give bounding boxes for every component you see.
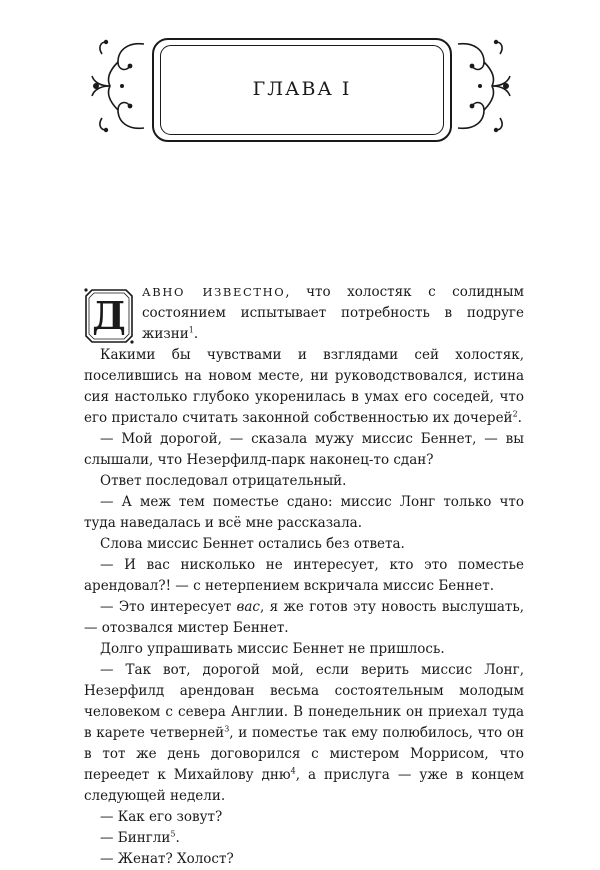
paragraph-text: , я же готов эту новость выслушать, — отозвался мистер Беннет. [84,599,524,636]
paragraph-text: Долго упрашивать миссис Беннет не пришлось. [100,641,445,657]
paragraph [84,471,524,492]
paragraph-text: — Бингли [100,830,171,846]
footnote-ref[interactable]: 5 [170,829,176,839]
paragraph-text: — Так вот, дорогой мой, если верить миссис Лонг, Незерфилд арендован весьма состоятельным молодым человеком с севера Англии. В понедельник он приехал туда в карете четверней [84,662,524,741]
dropcap-letter: Д [92,293,126,338]
flourish-ornament-left [88,36,148,136]
paragraph [84,807,524,828]
paragraph [84,555,524,597]
chapter-title: ГЛАВА I [252,78,352,100]
paragraph [84,597,524,639]
paragraph-text: — А меж тем поместье сдано: миссис Лонг только что туда наведалась и всё мне рассказала. [84,494,524,531]
dropcap [84,288,134,344]
chapter-text [84,282,524,870]
paragraph [84,639,524,660]
lead-smallcaps: АВНО ИЗВЕСТНО [142,285,286,299]
chapter-header [0,0,600,150]
emphasis-text: вас [236,599,260,615]
paragraph [84,849,524,870]
paragraph-text: . [517,410,522,426]
paragraph-text: — Мой дорогой, — сказала мужу миссис Беннет, — вы слышали, что Незерфилд-парк наконец-то сдан? [84,431,524,468]
paragraph-text: Слова миссис Беннет остались без ответа. [100,536,405,552]
paragraph-text: — Женат? Холост? [100,851,234,867]
paragraph-text: , и поместье так ему полюбилось, что он в тот же день договорился с мистером Моррисом, что переедет к Михайлову дню [84,725,524,783]
paragraph [84,492,524,534]
footnote-ref[interactable]: 3 [224,724,230,734]
flourish-ornament-right [454,36,514,136]
paragraph-text: — Это интересует [100,599,237,615]
paragraph-text: . [193,326,199,342]
paragraph [84,429,524,471]
paragraph-text: , а прислуга — уже в концем следующей недели. [84,767,524,804]
paragraph [84,660,524,807]
footnote-ref[interactable]: 1 [188,325,194,335]
paragraph-text: . [175,830,180,846]
footnote-ref[interactable]: 2 [512,409,518,419]
paragraph [84,828,524,849]
paragraph-text: Ответ последовал отрицательный. [100,473,347,489]
paragraph-text: Какими бы чувствами и взглядами сей холостяк, поселившись на новом месте, ни руководствовался, истина сия настолько глубоко укоренилась в умах его соседей, что его пристало считать законной собственностью их дочерей [84,347,524,426]
paragraph [84,345,524,429]
paragraph-text: — Как его зовут? [100,809,223,825]
footnote-ref[interactable]: 4 [290,766,296,776]
paragraph-text: , что холостяк с солидным состоянием испытывает потребность в подруге жизни [142,284,524,342]
paragraph [84,282,524,345]
paragraph [84,534,524,555]
paragraph-text: — И вас нисколько не интересует, кто это поместье арендовал?! — с нетерпением вскричала миссис Беннет. [84,557,524,594]
